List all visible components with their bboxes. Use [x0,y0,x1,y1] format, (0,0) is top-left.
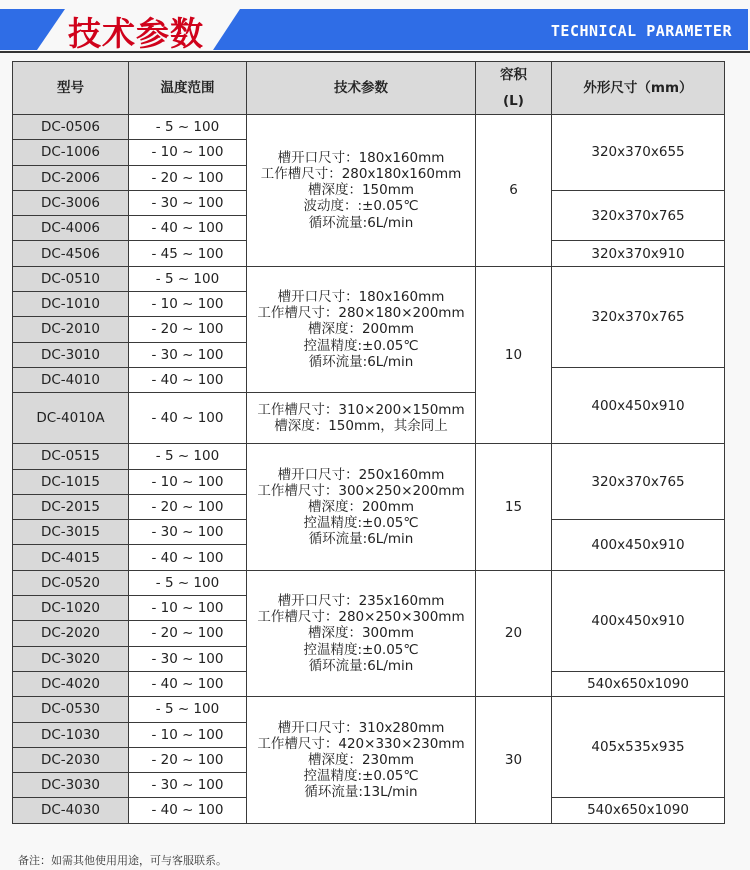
temp-range-cell: - 20 ~ 100 [129,621,247,646]
table-row [13,444,725,469]
capacity-cell: 30 [476,697,552,823]
tech-param-line: 槽开口尺寸：180x160mm [277,149,445,166]
dimensions-cell: 320x370x765 [552,190,725,241]
temp-range-cell: - 30 ~ 100 [129,342,247,367]
temp-range-cell: - 20 ~ 100 [129,165,247,190]
tech-param-line: 控温精度:±0.05℃ [303,768,419,785]
temp-range-cell: - 10 ~ 100 [129,596,247,621]
dimensions-cell: 540x650x1090 [552,671,725,696]
model-cell: DC-0510 [13,266,129,291]
capacity-cell: 6 [476,115,552,267]
model-cell: DC-1030 [13,722,129,747]
table-header-row [13,62,725,115]
section-subtitle: TECHNICAL PARAMETER [550,22,732,40]
model-cell: DC-4010 [13,367,129,392]
tech-params-extra-cell [247,393,476,444]
tech-param-line: 槽深度：150mm [307,182,415,199]
tech-param-line: 槽开口尺寸：180x160mm [277,289,445,306]
section-banner [0,0,750,56]
header-capacity [476,62,552,115]
model-cell: DC-0520 [13,570,129,595]
model-cell: DC-3030 [13,773,129,798]
dimensions-cell: 400x450x910 [552,367,725,443]
dimensions-cell: 540x650x1090 [552,798,725,823]
temp-range-cell: - 30 ~ 100 [129,646,247,671]
tech-param-line: 槽深度：150mm，其余同上 [274,418,448,435]
tech-param-line: 循环流量:6L/min [308,353,414,370]
model-cell: DC-4020 [13,671,129,696]
dimensions-cell: 320x370x655 [552,115,725,191]
header-dimensions: 外形尺寸（mm） [552,62,725,115]
tech-param-line: 控温精度:±0.05℃ [303,641,419,658]
model-cell: DC-2015 [13,494,129,519]
table-row [13,266,725,291]
model-cell: DC-1015 [13,469,129,494]
tech-param-line: 槽开口尺寸：235x160mm [277,593,445,610]
tech-params-cell [247,444,476,570]
temp-range-cell: - 45 ~ 100 [129,241,247,266]
model-cell: DC-0506 [13,115,129,140]
temp-range-cell: - 20 ~ 100 [129,747,247,772]
tech-params-cell [247,266,476,392]
header-temp-range: 温度范围 [129,62,247,115]
tech-param-line: 槽深度：300mm [307,625,415,642]
header-model: 型号 [13,62,129,115]
tech-param-line: 工作槽尺寸：280×180×200mm [257,305,465,322]
capacity-cell: 20 [476,570,552,696]
temp-range-cell: - 20 ~ 100 [129,494,247,519]
tech-param-line: 控温精度:±0.05℃ [303,337,419,354]
temp-range-cell: - 40 ~ 100 [129,216,247,241]
model-cell: DC-2010 [13,317,129,342]
temp-range-cell: - 40 ~ 100 [129,671,247,696]
tech-params-cell [247,115,476,267]
model-cell: DC-4506 [13,241,129,266]
temp-range-cell: - 30 ~ 100 [129,190,247,215]
model-cell: DC-1006 [13,140,129,165]
tech-param-line: 工作槽尺寸：420×330×230mm [257,735,465,752]
temp-range-cell: - 40 ~ 100 [129,393,247,444]
model-cell: DC-0515 [13,444,129,469]
model-cell: DC-2030 [13,747,129,772]
table-row [13,697,725,722]
tech-param-line: 槽深度：230mm [307,751,415,768]
table-row [13,570,725,595]
temp-range-cell: - 5 ~ 100 [129,115,247,140]
temp-range-cell: - 40 ~ 100 [129,545,247,570]
model-cell: DC-3015 [13,520,129,545]
temp-range-cell: - 5 ~ 100 [129,697,247,722]
model-cell: DC-4006 [13,216,129,241]
dimensions-cell: 405x535x935 [552,697,725,798]
temp-range-cell: - 40 ~ 100 [129,798,247,823]
temp-range-cell: - 30 ~ 100 [129,773,247,798]
header-capacity-label: 容积 [500,67,527,83]
tech-param-line: 槽开口尺寸：310x280mm [277,719,445,736]
temp-range-cell: - 5 ~ 100 [129,444,247,469]
tech-param-line: 波动度：:±0.05℃ [303,198,419,215]
model-cell: DC-4010A [13,393,129,444]
dimensions-cell: 400x450x910 [552,520,725,571]
model-cell: DC-4030 [13,798,129,823]
tech-param-line: 循环流量:6L/min [308,214,414,231]
capacity-cell: 10 [476,266,552,443]
tech-param-line: 工作槽尺寸：280×250×300mm [257,609,465,626]
model-cell: DC-1010 [13,292,129,317]
temp-range-cell: - 30 ~ 100 [129,520,247,545]
tech-param-line: 循环流量:6L/min [308,657,414,674]
temp-range-cell: - 5 ~ 100 [129,266,247,291]
dimensions-cell: 320x370x765 [552,266,725,367]
dimensions-cell: 320x370x765 [552,444,725,520]
tech-param-line: 循环流量:6L/min [308,531,414,548]
dimensions-cell: 400x450x910 [552,570,725,671]
model-cell: DC-0530 [13,697,129,722]
tech-params-cell [247,697,476,823]
model-cell: DC-3020 [13,646,129,671]
model-cell: DC-3010 [13,342,129,367]
temp-range-cell: - 5 ~ 100 [129,570,247,595]
tech-param-line: 控温精度:±0.05℃ [303,515,419,532]
model-cell: DC-3006 [13,190,129,215]
spec-table [12,61,725,824]
table-body [13,115,725,824]
dimensions-cell: 320x370x910 [552,241,725,266]
tech-params-cell [247,570,476,696]
capacity-cell: 15 [476,444,552,570]
footnote: 备注：如需其他使用用途，可与客服联系。 [18,854,227,867]
tech-param-line: 槽开口尺寸：250x160mm [277,466,445,483]
tech-param-line: 工作槽尺寸：310×200×150mm [257,402,465,419]
temp-range-cell: - 20 ~ 100 [129,317,247,342]
tech-param-line: 槽深度：200mm [307,321,415,338]
temp-range-cell: - 10 ~ 100 [129,292,247,317]
header-capacity-unit: (L) [503,93,524,109]
model-cell: DC-4015 [13,545,129,570]
temp-range-cell: - 10 ~ 100 [129,722,247,747]
tech-param-line: 工作槽尺寸：280x180x160mm [260,166,462,183]
model-cell: DC-2006 [13,165,129,190]
model-cell: DC-2020 [13,621,129,646]
tech-param-line: 槽深度：200mm [307,498,415,515]
temp-range-cell: - 10 ~ 100 [129,140,247,165]
model-cell: DC-1020 [13,596,129,621]
tech-param-line: 工作槽尺寸：300×250×200mm [257,482,465,499]
temp-range-cell: - 10 ~ 100 [129,469,247,494]
tech-param-line: 循环流量:13L/min [304,784,418,801]
temp-range-cell: - 40 ~ 100 [129,367,247,392]
section-title: 技术参数 [68,14,204,53]
table-row [13,115,725,140]
header-tech-params: 技术参数 [247,62,476,115]
